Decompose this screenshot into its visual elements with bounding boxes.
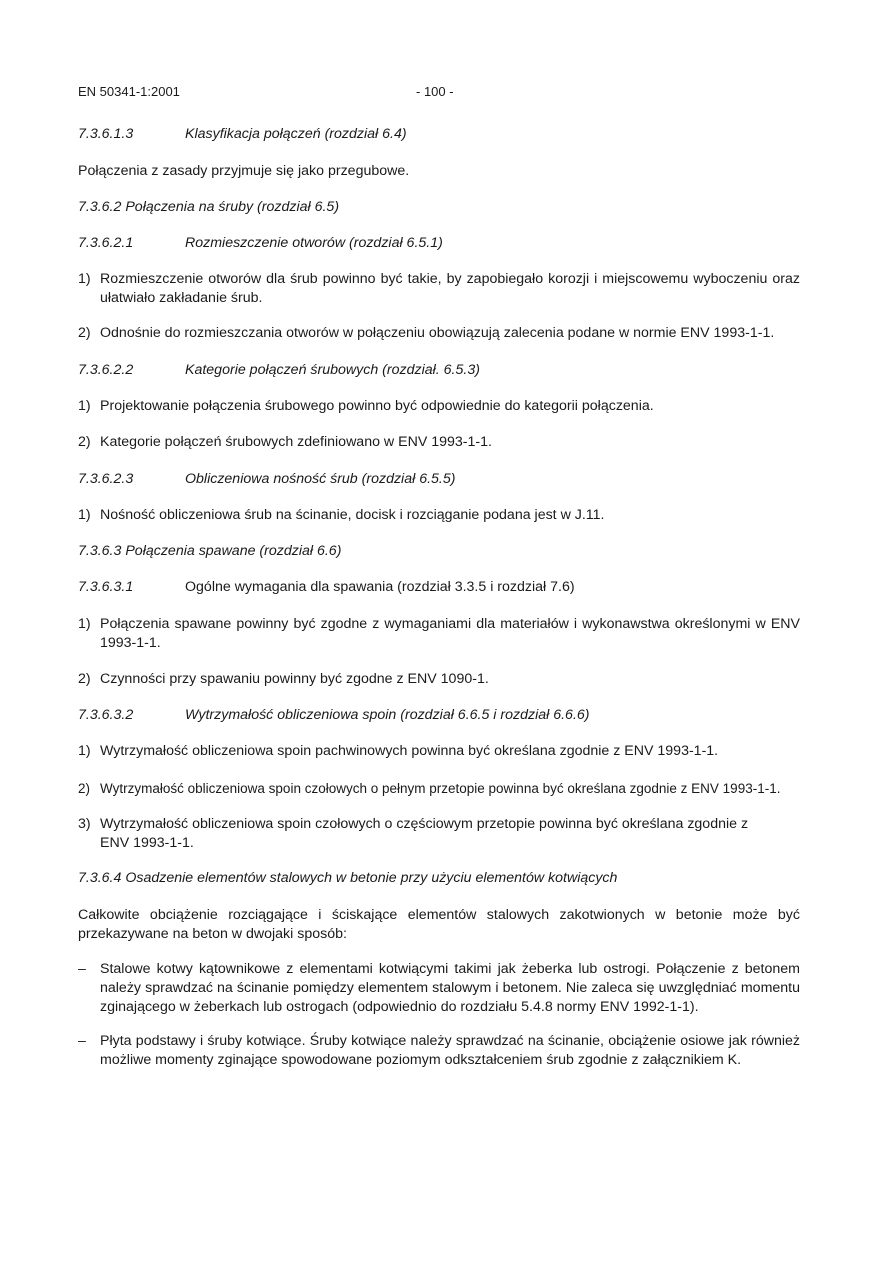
section-number: 7.3.6.3.2 — [78, 707, 134, 723]
list-marker: 1) — [78, 398, 91, 414]
section-number: 7.3.6.4 — [78, 870, 122, 886]
list-text: Stalowe kotwy kątownikowe z elementami kotwiącymi takimi jak żeberka lub ostrogi. Połączenie z betonem należy sprawdzać na ścinanie pomiędzy elementem stalowym i betonem. Nie zaleca się uwzględniać momentu zginającego w żeberkach lub ostrogach (odpowiednio do rozdziału 5.4.8 normy ENV 1992-1-1). — [100, 961, 800, 1015]
list-marker: 3) — [78, 816, 91, 832]
list-text: Kategorie połączeń śrubowych zdefiniowano w ENV 1993-1-1. — [100, 434, 492, 450]
document-id: EN 50341-1:2001 — [78, 84, 180, 99]
list-item — [78, 506, 800, 525]
list-text: Projektowanie połączenia śrubowego powinno być odpowiednie do kategorii połączenia. — [100, 398, 654, 414]
section-heading-7-3-6-2 — [78, 198, 339, 217]
section-title: Kategorie połączeń śrubowych (rozdział. 6.5.3) — [185, 362, 480, 378]
dash-list-item — [78, 1032, 800, 1070]
list-marker: 2) — [78, 434, 91, 450]
list-text: Czynności przy spawaniu powinny być zgodne z ENV 1090-1. — [100, 671, 489, 687]
list-marker: 2) — [78, 325, 91, 341]
list-text: Nośność obliczeniowa śrub na ścinanie, docisk i rozciąganie podana jest w J.11. — [100, 507, 605, 523]
section-title: Obliczeniowa nośność śrub (rozdział 6.5.5) — [185, 471, 456, 487]
section-heading-7-3-6-3-1 — [78, 578, 575, 597]
section-number: 7.3.6.2.3 — [78, 471, 134, 487]
section-number: 7.3.6.1.3 — [78, 126, 134, 142]
section-number: 7.3.6.2.1 — [78, 235, 134, 251]
list-text: Wytrzymałość obliczeniowa spoin pachwinowych powinna być określana zgodnie z ENV 1993-1-1. — [100, 743, 719, 759]
list-text: Wytrzymałość obliczeniowa spoin czołowych o częściowym przetopie powinna być określana zgodnie z ENV 1993-1-1. — [100, 816, 749, 851]
section-heading-7-3-6-2-2 — [78, 361, 480, 380]
section-heading-7-3-6-2-1 — [78, 234, 443, 253]
paragraph-calkowite: Całkowite obciążenie rozciągające i ściskające elementów stalowych zakotwionych w betonie może być przekazywane na beton w dwojaki sposób: — [78, 907, 800, 942]
section-heading-7-3-6-3 — [78, 542, 341, 561]
section-title: Osadzenie elementów stalowych w betonie przy użyciu elementów kotwiących — [125, 870, 618, 886]
list-marker: 2) — [78, 781, 91, 796]
section-number: 7.3.6.3.1 — [78, 579, 134, 595]
list-item — [78, 270, 800, 308]
list-marker: 1) — [78, 743, 91, 759]
paragraph-przegubowe: Połączenia z zasady przyjmuje się jako przegubowe. — [78, 163, 410, 179]
list-text: Odnośnie do rozmieszczania otworów w połączeniu obowiązują zalecenia podane w normie ENV 1993-1-1. — [100, 325, 775, 341]
section-heading-7-3-6-3-2 — [78, 706, 590, 725]
section-title: Połączenia spawane (rozdział 6.6) — [125, 543, 342, 559]
list-marker: – — [78, 961, 86, 977]
list-item — [78, 397, 800, 416]
section-title: Klasyfikacja połączeń (rozdział 6.4) — [185, 126, 407, 142]
list-text: Płyta podstawy i śruby kotwiące. Śruby kotwiące należy sprawdzać na ścinanie, obciążenie osiowe jak również możliwe momenty zginające spowodowane poziomym odkształceniem śrub zgodnie z załącznikiem K. — [100, 1033, 800, 1068]
section-number: 7.3.6.3 — [78, 543, 122, 559]
list-item — [78, 670, 800, 689]
list-marker: 1) — [78, 616, 91, 632]
section-heading-7-3-6-4 — [78, 869, 617, 888]
list-text: Wytrzymałość obliczeniowa spoin czołowych o pełnym przetopie powinna być określana zgodnie z ENV 1993-1-1. — [100, 781, 781, 796]
list-item — [78, 433, 800, 452]
list-marker: 1) — [78, 507, 91, 523]
section-title: Rozmieszczenie otworów (rozdział 6.5.1) — [185, 235, 443, 251]
list-item — [78, 742, 800, 761]
list-marker: 1) — [78, 271, 91, 287]
section-title: Połączenia na śruby (rozdział 6.5) — [125, 199, 340, 215]
list-item — [78, 324, 800, 343]
page-number: - 100 - — [416, 84, 454, 99]
dash-list-item — [78, 960, 800, 1017]
list-item — [78, 815, 778, 853]
section-number: 7.3.6.2.2 — [78, 362, 134, 378]
section-heading-7-3-6-2-3 — [78, 470, 455, 489]
section-heading-7-3-6-1-3 — [78, 125, 407, 144]
list-item — [78, 615, 800, 653]
section-title: Ogólne wymagania dla spawania (rozdział 3.3.5 i rozdział 7.6) — [185, 579, 575, 595]
section-title: Wytrzymałość obliczeniowa spoin (rozdział 6.6.5 i rozdział 6.6.6) — [185, 707, 590, 723]
list-text: Połączenia spawane powinny być zgodne z wymaganiami dla materiałów i wykonawstwa określonymi w ENV 1993-1-1. — [100, 616, 800, 651]
list-marker: – — [78, 1033, 86, 1049]
list-text: Rozmieszczenie otworów dla śrub powinno być takie, by zapobiegało korozji i miejscowemu wyboczeniu oraz ułatwiało zakładanie śrub. — [100, 271, 800, 306]
section-number: 7.3.6.2 — [78, 199, 122, 215]
list-marker: 2) — [78, 671, 91, 687]
list-item — [78, 779, 800, 798]
